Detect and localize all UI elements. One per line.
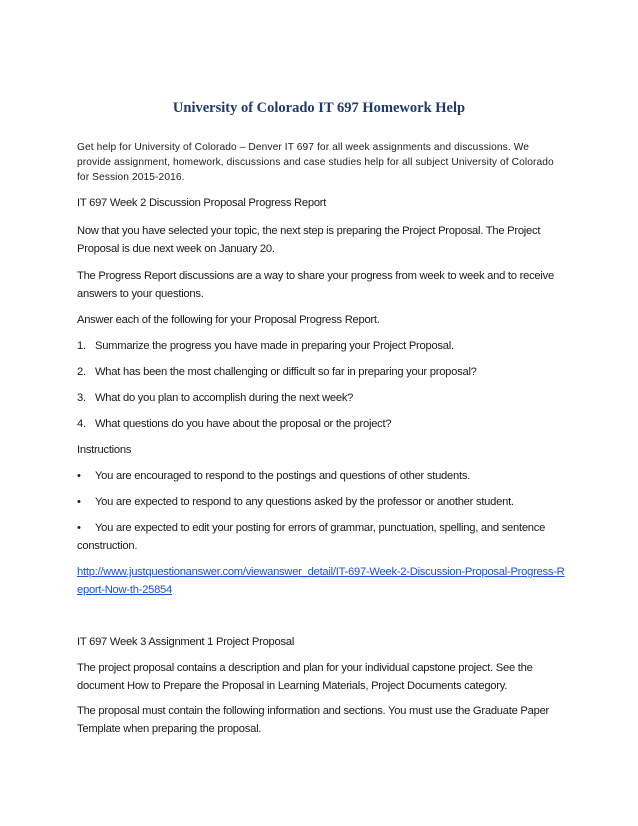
instruction-item-2 [77,493,567,511]
intro-paragraph: Get help for University of Colorado – Denver IT 697 for all week assignments and discussions. We provide assignment, homework, discussions and case studies help for all subject University of Colorado for Session 2015-2016. [77,142,554,183]
instruction-item-3 [77,519,567,555]
answer-link-wrapper [77,563,567,599]
question-item-4 [77,415,567,433]
question-item-2 [77,363,567,381]
week2-paragraph-2: The Progress Report discussions are a way to share your progress from week to week and to receive answers to your questions. [77,270,554,300]
instruction-item-1 [77,467,567,485]
bullet-icon: • [77,522,81,534]
question-item-3 [77,389,567,407]
instruction-text: You are expected to respond to any questions asked by the professor or another student. [95,496,514,508]
week3-heading: IT 697 Week 3 Assignment 1 Project Proposal [77,636,295,648]
question-number: 4. [77,418,86,430]
question-number: 1. [77,340,86,352]
question-text: What do you plan to accomplish during the next week? [95,392,354,404]
week2-paragraph-3: Answer each of the following for your Proposal Progress Report. [77,314,380,326]
bullet-icon: • [77,470,81,482]
instruction-text: You are encouraged to respond to the postings and questions of other students. [95,470,471,482]
question-number: 3. [77,392,86,404]
week2-paragraph-1: Now that you have selected your topic, the next step is preparing the Project Proposal. The Project Proposal is due next week on January 20. [77,225,541,255]
week3-paragraph-1: The project proposal contains a description and plan for your individual capstone project. See the document How to Prepare the Proposal in Learning Materials, Project Documents category. [77,662,533,692]
bullet-icon: • [77,496,81,508]
question-number: 2. [77,366,86,378]
question-text: What questions do you have about the proposal or the project? [95,418,392,430]
week3-paragraph-2: The proposal must contain the following information and sections. You must use the Graduate Paper Template when preparing the proposal. [77,705,550,735]
question-text: What has been the most challenging or difficult so far in preparing your proposal? [95,366,477,378]
page-title: University of Colorado IT 697 Homework Help [172,100,466,116]
question-text: Summarize the progress you have made in preparing your Project Proposal. [95,340,454,352]
instruction-text: You are expected to edit your posting for errors of grammar, punctuation, spelling, and sentence construction. [77,522,546,552]
question-item-1 [77,337,567,355]
week2-heading: IT 697 Week 2 Discussion Proposal Progress Report [77,197,327,209]
answer-link[interactable]: http://www.justquestionanswer.com/viewanswer_detail/IT-697-Week-2-Discussion-Proposal-Progress-Report-Now-th-25854 [77,566,565,596]
instructions-heading: Instructions [77,444,132,456]
